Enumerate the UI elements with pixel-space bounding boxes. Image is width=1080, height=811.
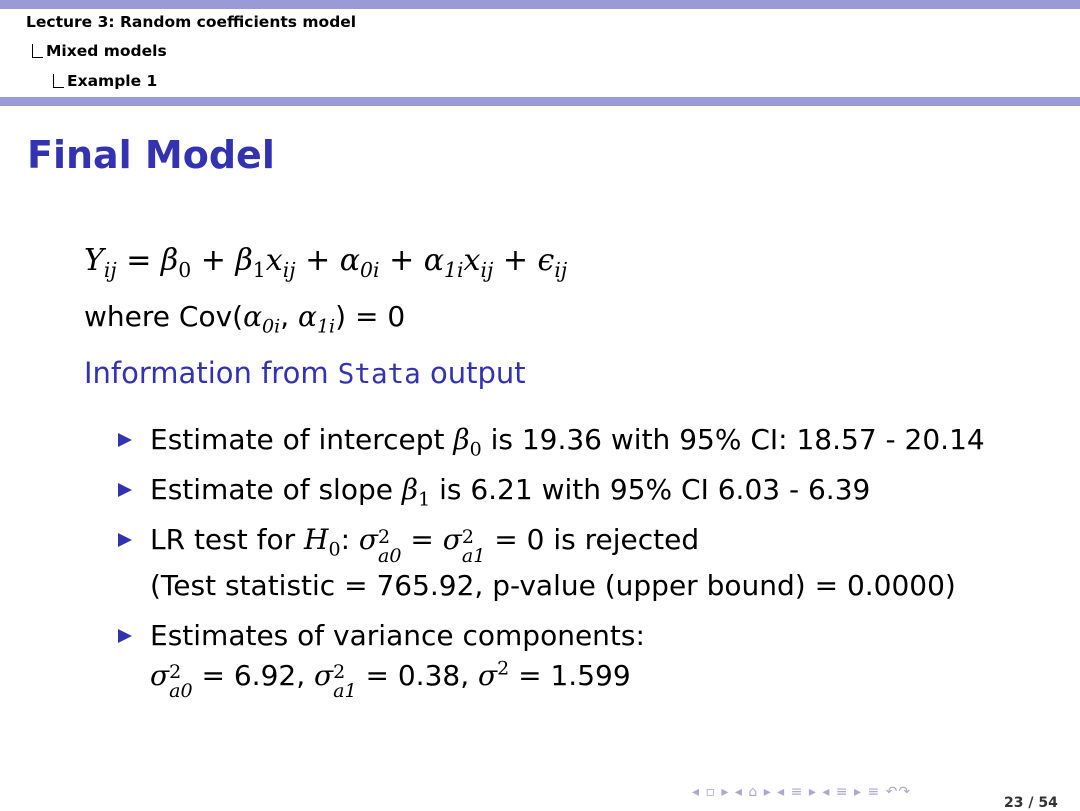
page-number: 23 / 54 bbox=[1004, 795, 1058, 811]
beamer-navigation-icons[interactable]: ◂ ▫ ▸ ◂ ⌂ ▸ ◂ ≡ ▸ ◂ ≡ ▸ ≡ ↶↷ bbox=[692, 784, 912, 800]
bullet-variance: Estimates of variance components: σ 2 a0 = 6.92, σ 2 a1 = 0.38, $\sigma^2 = 1.599$ bbox=[114, 616, 1044, 702]
top-bar bbox=[0, 0, 1080, 9]
tree-corner-icon bbox=[32, 44, 43, 58]
variance-values: σ 2 a0 = 6.92, σ 2 a1 = 0.38, $\sigma^2 = 1.599$ bbox=[150, 657, 631, 703]
tree-corner-icon bbox=[53, 74, 64, 88]
bullet-intercept: Estimate of intercept $\beta_0$ is 19.36 with 95% CI: 18.57 - 20.14 bbox=[114, 420, 1044, 460]
bullet-triangle-icon bbox=[118, 433, 132, 447]
bullet-triangle-icon bbox=[118, 483, 132, 497]
bullet-triangle-icon bbox=[118, 533, 132, 547]
bullet-lr-test: LR test for $H_0$: σ 2 a0 = σ 2 a1 = 0 is rejected (Test statistic = 765.92, p-value (upper bound) = 0.0000) bbox=[114, 520, 1044, 606]
lr-test-statistic: (Test statistic = 765.92, p-value (upper bound) = 0.0000) bbox=[150, 568, 956, 602]
covariance-statement: where $Cov(\alpha_{0i}$, $\alpha_{1i}) = 0$ bbox=[84, 300, 406, 338]
header-separator bbox=[0, 97, 1080, 106]
breadcrumb-subsection[interactable]: Mixed models bbox=[32, 42, 167, 60]
page-title: Final Model bbox=[27, 133, 275, 177]
breadcrumb-section[interactable]: Lecture 3: Random coefficients model bbox=[26, 13, 357, 31]
bullet-slope: Estimate of slope $\beta_1$ is 6.21 with 95% CI 6.03 - 6.39 bbox=[114, 470, 1044, 510]
model-equation: $Y_{ij} = \beta_0 + \beta_1x_{ij} + \alpha_{0i} + \alpha_{1i}x_{ij} + \epsilon_{ij}$ bbox=[84, 243, 568, 282]
bullet-list bbox=[114, 420, 1044, 711]
info-heading: Information from Stata output bbox=[84, 356, 526, 390]
breadcrumb bbox=[0, 9, 1080, 97]
breadcrumb-subsubsection[interactable]: Example 1 bbox=[53, 72, 157, 90]
bullet-triangle-icon bbox=[118, 629, 132, 643]
